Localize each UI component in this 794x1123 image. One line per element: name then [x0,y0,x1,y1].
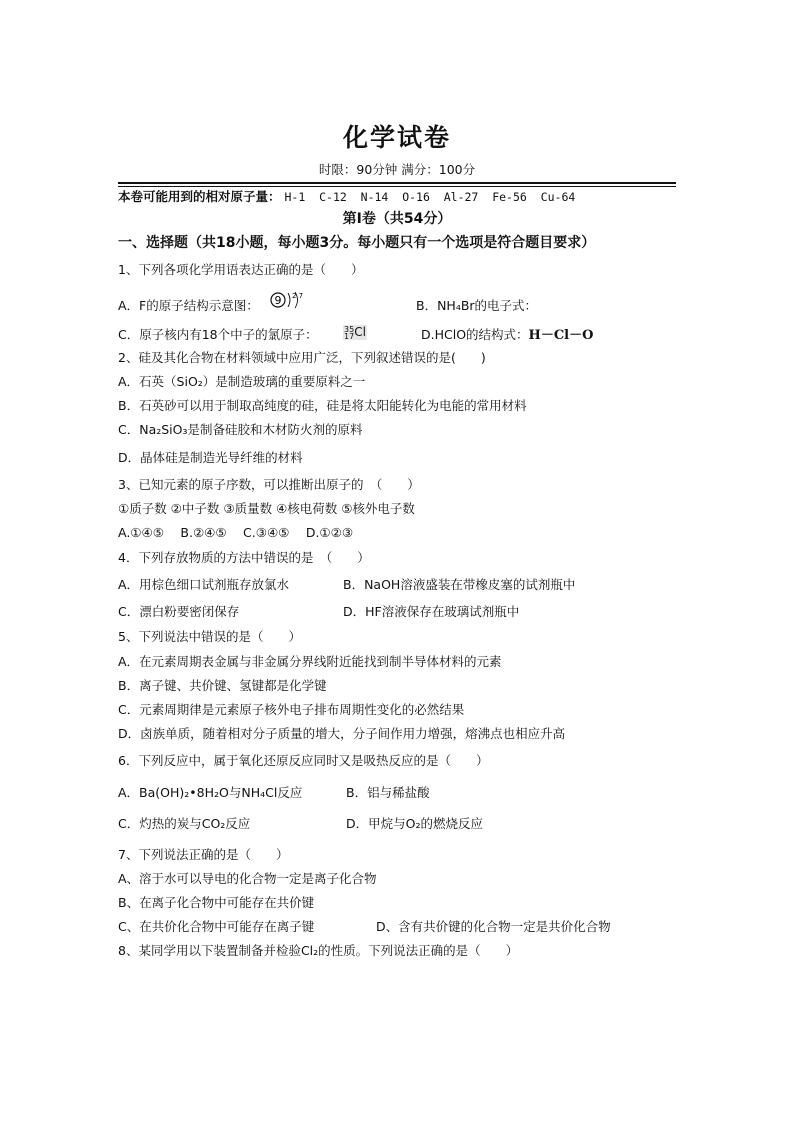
q6-stem: 6．下列反应中，属于氧化还原反应同时又是吸热反应的是（ ） [118,753,489,768]
fluorine-atom-diagram [270,289,304,311]
hclo-formula: H－Cl－O [528,328,594,343]
header-rule-thick [118,182,676,184]
q7-option-b: B、在离子化合物中可能存在共价键 [118,895,315,910]
q6-option-a: A．Ba(OH)₂•8H₂O与NH₄Cl反应 [118,785,303,800]
q3-options: A.①④⑤ B.②④⑤ C.③④⑤ D.①②③ [118,525,354,540]
q7-option-a: A、溶于水可以导电的化合物一定是离子化合物 [118,871,377,886]
q4-option-b: B．NaOH溶液盛装在带橡皮塞的试剂瓶中 [343,577,576,592]
q5-option-a: A．在元素周期表金属与非金属分界线附近能找到制半导体材料的元素 [118,654,502,669]
q1-option-c: C．原子核内有18个中子的氯原子： [118,327,318,342]
time-limit-subtitle: 时限：90分钟 满分：100分 [318,162,476,177]
q4-stem: 4．下列存放物质的方法中错误的是 （ ） [118,550,370,565]
atomic-masses-label: 本卷可能用到的相对原子量： [118,189,281,204]
q4-option-c: C．漂白粉要密闭保存 [118,604,240,619]
q4-option-d: D．HF溶液保存在玻璃试剂瓶中 [343,604,520,619]
q5-option-b: B．离子键、共价键、氢键都是化学键 [118,678,327,693]
q1-option-d [421,327,593,344]
q5-option-d: D．卤族单质，随着相对分子质量的增大，分子间作用力增强，熔沸点也相应升高 [118,726,566,741]
q5-option-c: C．元素周期律是元素原子核外电子排布周期性变化的必然结果 [118,702,465,717]
q7-option-d: D、含有共价键的化合物一定是共价化合物 [376,919,611,934]
section1-title: 一、选择题（共18小题，每小题3分。每小题只有一个选项是符合题目要求） [118,235,596,251]
q2-option-a: A．石英（SiO₂）是制造玻璃的重要原料之一 [118,374,366,389]
part1-title: 第Ⅰ卷（共54分） [342,211,452,227]
q7-stem: 7、下列说法正确的是（ ） [118,847,289,862]
q1-option-d-text: D.HClO的结构式： [421,327,529,342]
q6-option-c: C．灼热的炭与CO₂反应 [118,816,251,831]
q1-option-a: A．F的原子结构示意图： [118,298,259,313]
atomic-masses [118,189,575,205]
chlorine-isotope-symbol [343,325,367,340]
q2-option-c: C．Na₂SiO₃是制备硅胶和木材防火剂的原料 [118,422,363,437]
isotope-element: Cl [354,325,366,339]
q8-stem: 8、某同学用以下装置制备并检验Cl₂的性质。下列说法正确的是（ ） [118,943,519,958]
q5-stem: 5、下列说法中错误的是（ ） [118,629,301,644]
q6-option-d: D．甲烷与O₂的燃烧反应 [346,816,483,831]
q2-option-b: B．石英砂可以用于制取高纯度的硅，硅是将太阳能转化为电能的常用材料 [118,398,527,413]
q3-items: ①质子数 ②中子数 ③质量数 ④核电荷数 ⑤核外电子数 [118,501,415,516]
atom-nucleus-label: 9 [274,294,282,307]
q1-option-b: B．NH₄Br的电子式： [416,298,538,313]
page-title: 化学试卷 [342,123,451,152]
q6-option-b: B．铝与稀盐酸 [346,785,430,800]
q2-option-d: D．晶体硅是制造光导纤维的材料 [118,450,303,465]
q3-stem: 3、已知元素的原子序数，可以推断出原子的 （ ） [118,477,420,492]
atomic-masses-values: H-1 C-12 N-14 O-16 Al-27 Fe-56 Cu-64 [284,190,576,204]
atom-shells-label: 2 7 [292,292,304,300]
q7-option-c: C、在共价化合物中可能存在离子键 [118,919,315,934]
q4-option-a: A．用棕色细口试剂瓶存放氯水 [118,577,290,592]
q1-stem: 1、下列各项化学用语表达正确的是（ ） [118,262,364,277]
q2-stem: 2、硅及其化合物在材料领域中应用广泛，下列叙述错误的是( ) [118,350,486,365]
isotope-atomic-number: 17 [344,331,355,341]
isotope-mass-number: 35 [344,324,355,334]
header-rule-thin [118,186,676,187]
